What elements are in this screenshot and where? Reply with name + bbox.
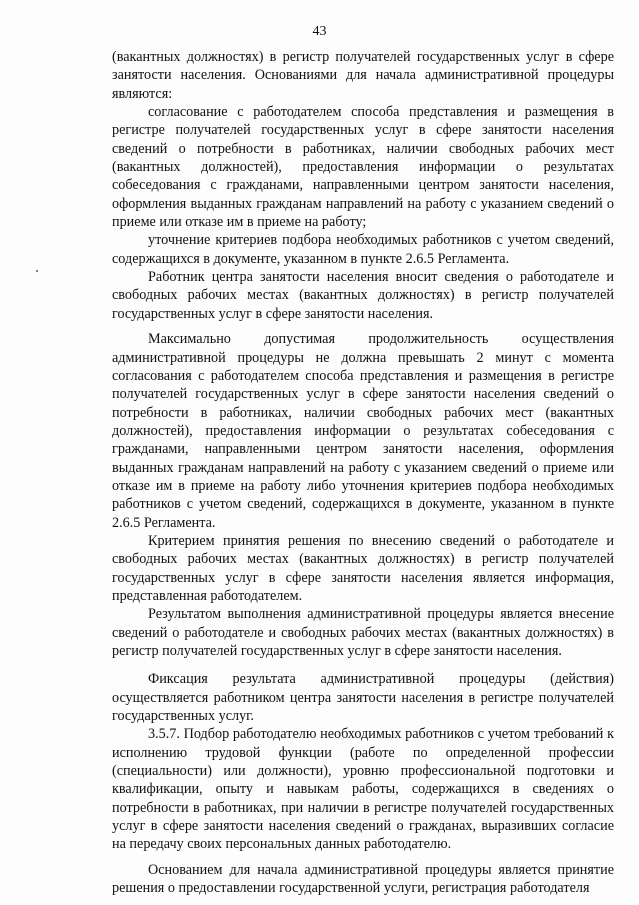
paragraph-section-3-5-7: 3.5.7. Подбор работодателю необходимых работников с учетом требований к исполнению трудовой функции (работе по определенной профессии (специальности) или должности), уровню профессиональной подготовки и квалификации, опыту и навыкам работы, содержащихся в сведениях о потребности в работниках, при наличии в регистре получателей государственных услуг в сфере занятости населения сведений о гражданах, выразивших согласие на передачу своих персональных данных работодателю. <box>112 726 614 853</box>
paragraph-employee-action: Работник центра занятости населения вносит сведения о работодателе и свободных рабочих местах (вакантных должностях) в регистр получателей государственных услуг в сфере занятости населения. <box>112 269 614 322</box>
paragraph-fixation: Фиксация результата административной процедуры (действия) осуществляется работником центра занятости населения в регистре получателей государственных услуг. <box>112 671 614 725</box>
paragraph-continuation: (вакантных должностях) в регистр получателей государственных услуг в сфере занятости населения. Основаниями для начала административной процедуры являются: <box>112 49 614 102</box>
page-number: 43 <box>312 24 327 39</box>
scan-speck <box>36 270 38 272</box>
paragraph-result: Результатом выполнения административной процедуры является внесение сведений о работодателе и свободных рабочих местах (вакантных должностях) в регистр получателей государственных услуг в сфере занятости населения. <box>112 606 614 659</box>
document-body <box>112 48 614 897</box>
paragraph-decision-criterion: Критерием принятия решения по внесению сведений о работодателе и свободных рабочих местах (вакантных должностях) в регистр получателей государственных услуг в сфере занятости населения является информация, представленная работодателем. <box>112 532 614 604</box>
paragraph-basis-item-1: согласование с работодателем способа представления и размещения в регистре получателей государственных услуг в сфере занятости населения сведений о потребности в работниках, наличии свободных рабочих мест (вакантных должностей), предоставления информации о результатах собеседования с гражданами, направленными центром занятости населения, оформления выданных гражданам направлений на работу с указанием сведений о приеме или отказе им в приеме на работу; <box>112 104 614 231</box>
paragraph-procedure-basis: Основанием для начала административной процедуры является принятие решения о предоставлении государственной услуги, регистрация работодателя <box>112 861 614 897</box>
paragraph-basis-item-2: уточнение критериев подбора необходимых работников с учетом сведений, содержащихся в документе, указанном в пункте 2.6.5 Регламента. <box>112 232 614 267</box>
paragraph-max-duration: Максимально допустимая продолжительность осуществления административной процедуры не должна превышать 2 минут с момента согласования с работодателем способа представления и размещения в регистре получателей государственных услуг в сфере занятости населения сведений о потребности в работниках, наличии свободных рабочих мест (вакантных должностей), предоставления информации о результатах собеседования с гражданами, направленными центром занятости населения, оформления выданных гражданам направлений на работу с указанием сведений о приеме или отказе им в приеме на работу либо уточнения критериев подбора необходимых работников с учетом сведений, содержащихся в документе, указанном в пункте 2.6.5 Регламента. <box>112 331 614 531</box>
